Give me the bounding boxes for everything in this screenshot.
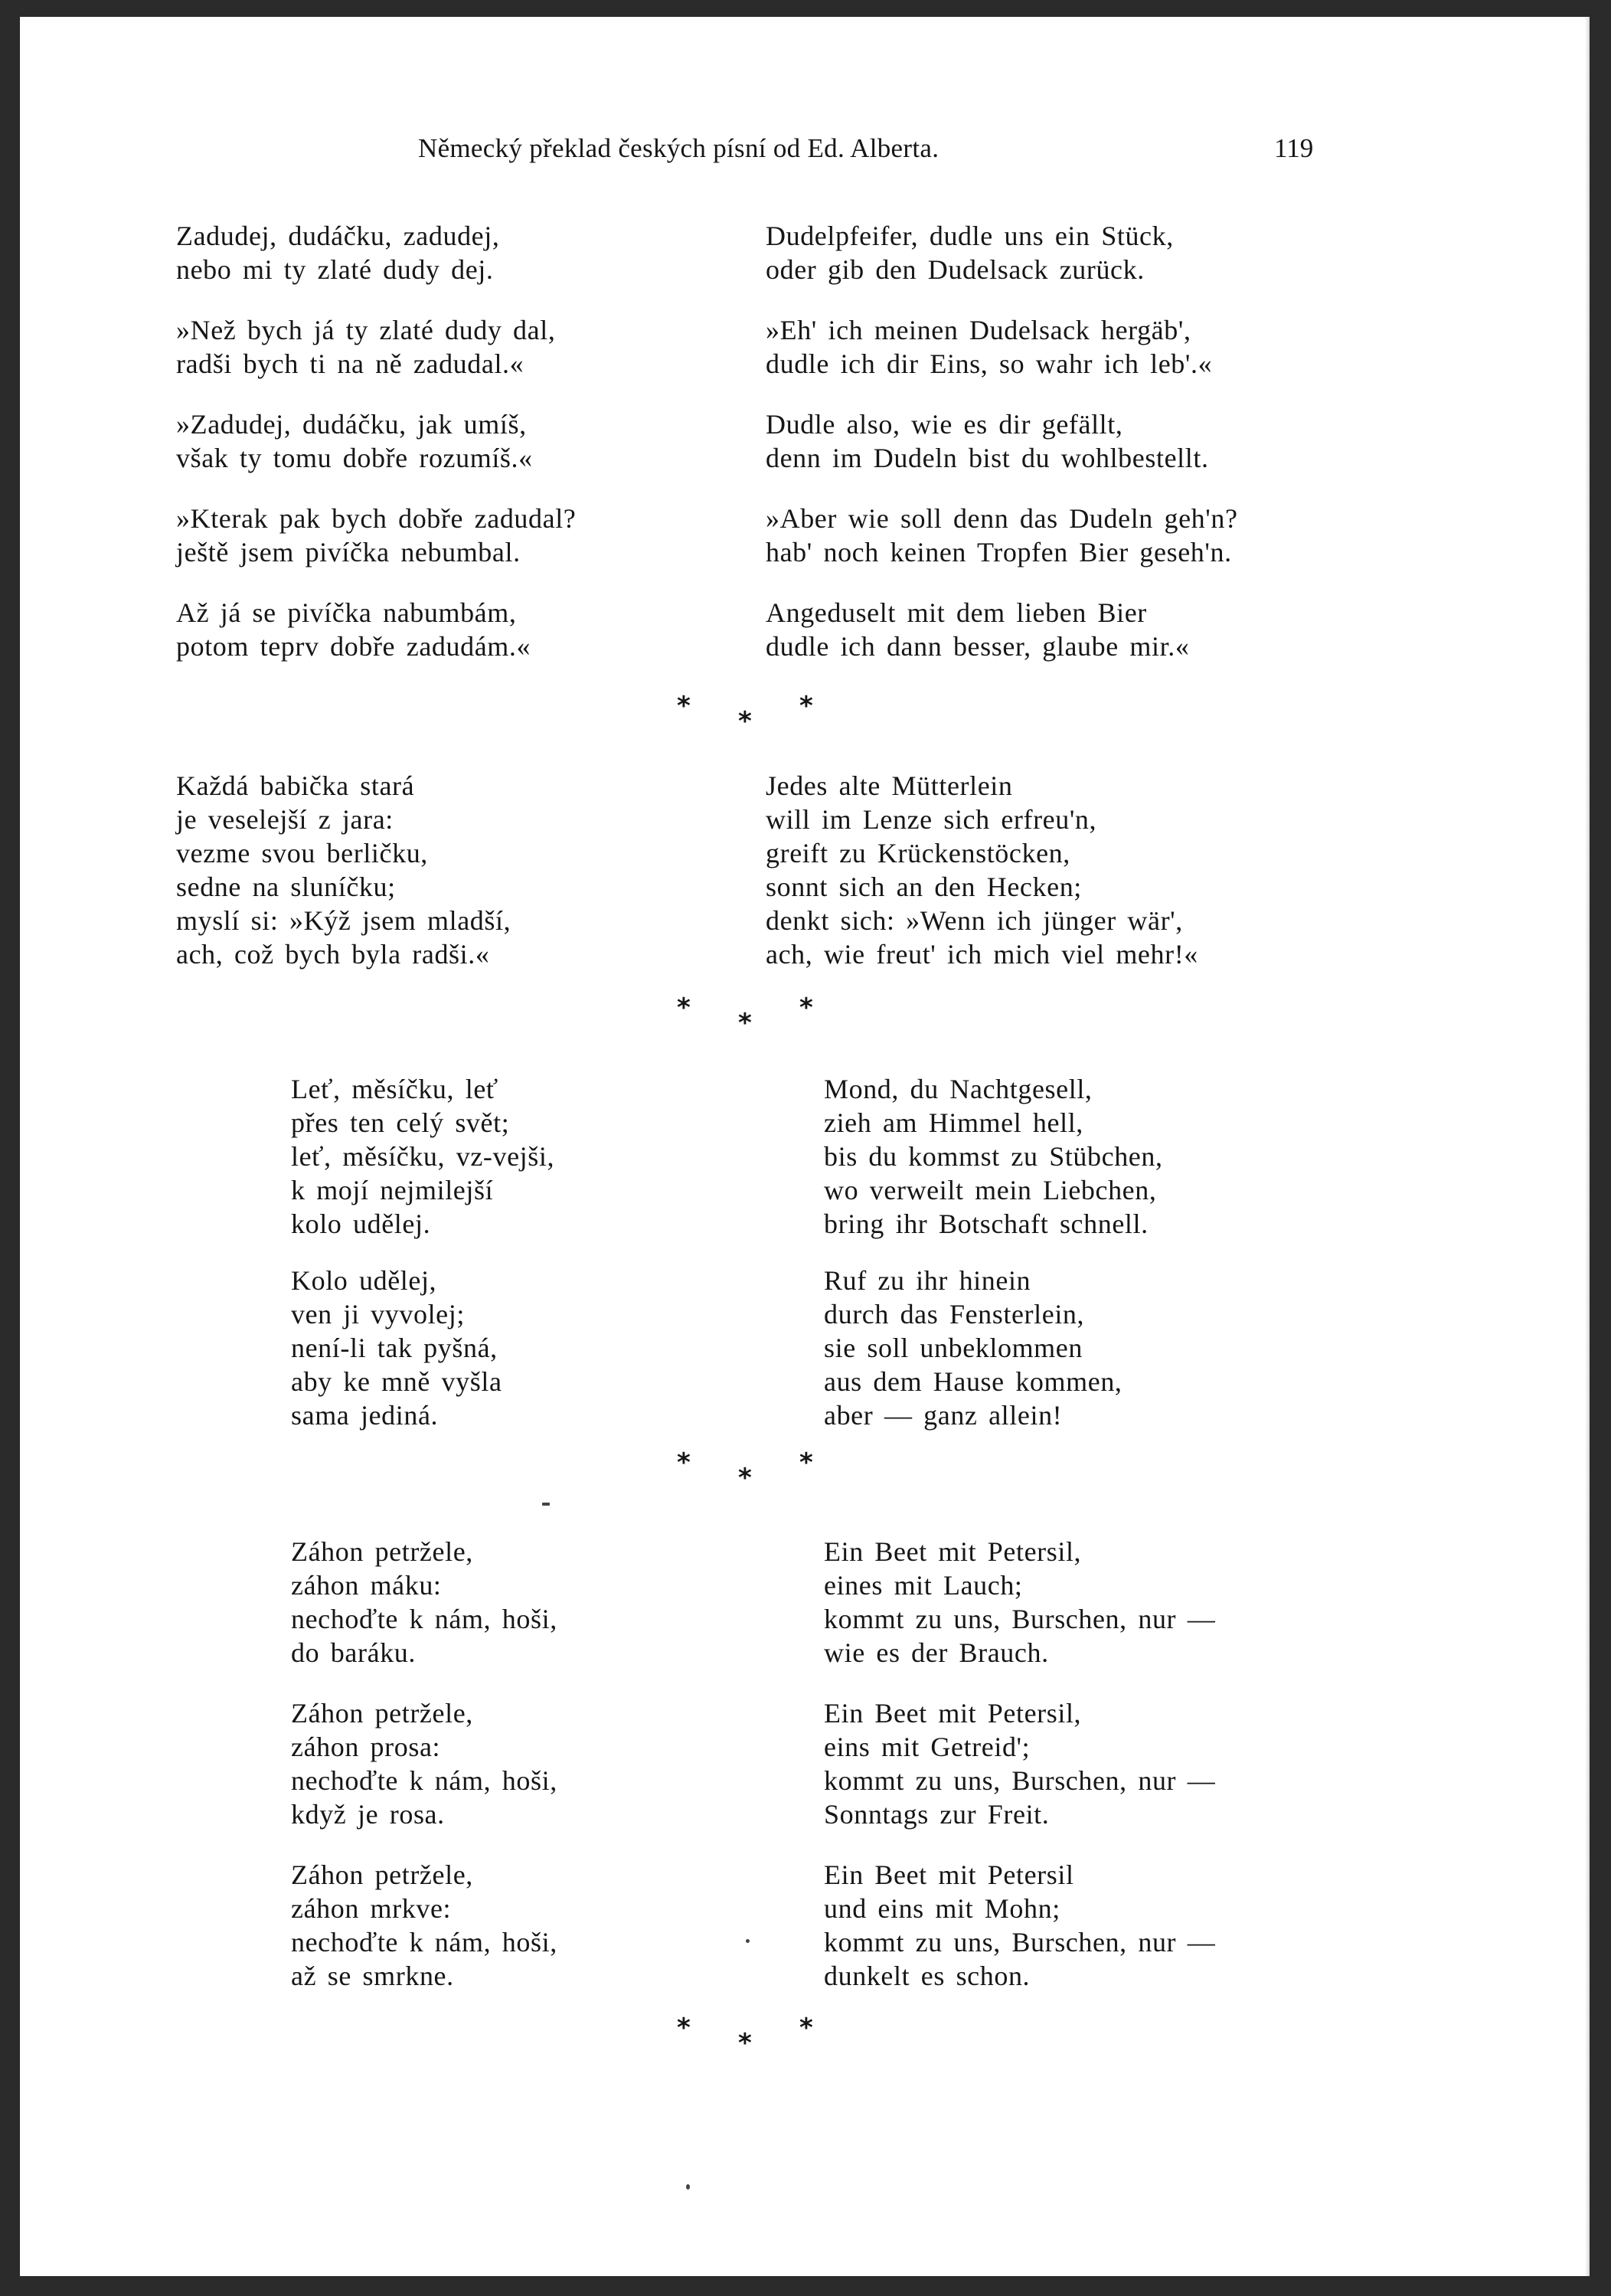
asterisk: * <box>677 1447 691 1478</box>
verse-line: kommt zu uns, Burschen, nur — <box>824 1765 1216 1796</box>
verse-line: Dudelpfeifer, dudle uns ein Stück, <box>766 221 1174 251</box>
asterisk: * <box>799 2013 813 2043</box>
verse-line: dunkelt es schon. <box>824 1961 1031 1991</box>
verse-line: Mond, du Nachtgesell, <box>824 1074 1093 1104</box>
verse-line: radši bych ti na ně zadudal.« <box>176 348 524 379</box>
verse-line: Jedes alte Mütterlein <box>766 770 1013 801</box>
verse-line: oder gib den Dudelsack zurück. <box>766 254 1145 285</box>
verse-line: hab' noch keinen Tropfen Bier geseh'n. <box>766 537 1232 567</box>
verse-line: zieh am Himmel hell, <box>824 1107 1083 1138</box>
german-stanza <box>766 769 1198 971</box>
german-stanza <box>824 1072 1163 1241</box>
verse-line: »Eh' ich meinen Dudelsack hergäb', <box>766 315 1191 345</box>
asterisk: * <box>738 1008 752 1038</box>
verse-line: myslí si: »Kýž jsem mladší, <box>176 905 511 936</box>
verse-line: záhon mrkve: <box>291 1893 452 1924</box>
verse-line: Každá babička stará <box>176 770 415 801</box>
czech-stanza <box>176 313 555 381</box>
verse-line: sonnt sich an den Hecken; <box>766 872 1082 902</box>
verse-line: dudle ich dann besser, glaube mir.« <box>766 631 1190 662</box>
asterisk: * <box>677 2013 691 2043</box>
czech-stanza <box>291 1696 557 1831</box>
verse-line: Záhon petržele, <box>291 1698 473 1729</box>
german-stanza <box>824 1858 1215 1993</box>
verse-line: Angeduselt mit dem lieben Bier <box>766 597 1147 628</box>
verse-line: wo verweilt mein Liebchen, <box>824 1175 1157 1205</box>
verse-line: Záhon petržele, <box>291 1536 473 1567</box>
german-stanza <box>766 502 1238 569</box>
verse-line: sie soll unbeklommen <box>824 1333 1083 1363</box>
book-page <box>20 17 1590 2276</box>
verse-line: není-li tak pyšná, <box>291 1333 498 1363</box>
verse-line: záhon máku: <box>291 1570 442 1601</box>
czech-stanza <box>176 769 511 971</box>
running-header-title: Německý překlad českých písní od Ed. Alberta. <box>418 133 939 163</box>
verse-line: eins mit Getreid'; <box>824 1732 1031 1762</box>
verse-line: sama jediná. <box>291 1400 439 1431</box>
verse-line: nechoďte k nám, hoši, <box>291 1765 557 1796</box>
verse-line: nechoďte k nám, hoši, <box>291 1604 557 1634</box>
verse-line: Záhon petržele, <box>291 1859 473 1890</box>
czech-stanza <box>176 502 576 569</box>
verse-line: nebo mi ty zlaté dudy dej. <box>176 254 494 285</box>
asterisk: * <box>677 691 691 721</box>
verse-line: ach, wie freut' ich mich viel mehr!« <box>766 939 1198 970</box>
verse-line: bring ihr Botschaft schnell. <box>824 1209 1149 1239</box>
page-number: 119 <box>1274 133 1314 163</box>
german-stanza <box>824 1535 1215 1670</box>
asterisk: * <box>677 993 691 1023</box>
verse-line: Zadudej, dudáčku, zadudej, <box>176 221 500 251</box>
verse-line: und eins mit Mohn; <box>824 1893 1060 1924</box>
verse-line: sedne na sluníčku; <box>176 872 396 902</box>
verse-line: wie es der Brauch. <box>824 1637 1049 1668</box>
verse-line: leť, měsíčku, vz-vejši, <box>291 1141 555 1172</box>
print-speck <box>542 1503 550 1506</box>
czech-stanza <box>291 1072 554 1241</box>
czech-stanza <box>176 219 499 286</box>
verse-line: ach, což bych byla radši.« <box>176 939 490 970</box>
czech-stanza <box>176 407 533 475</box>
verse-line: Dudle also, wie es dir gefällt, <box>766 409 1123 440</box>
print-speck <box>686 2184 690 2190</box>
verse-line: k mojí nejmilejší <box>291 1175 494 1205</box>
verse-line: »Aber wie soll denn das Dudeln geh'n? <box>766 503 1238 534</box>
verse-line: přes ten celý svět; <box>291 1107 510 1138</box>
verse-line: však ty tomu dobře rozumíš.« <box>176 443 533 473</box>
verse-line: nechoďte k nám, hoši, <box>291 1927 557 1957</box>
verse-line: Ein Beet mit Petersil <box>824 1859 1074 1890</box>
verse-line: bis du kommst zu Stübchen, <box>824 1141 1163 1172</box>
verse-line: »Kterak pak bych dobře zadudal? <box>176 503 577 534</box>
asterism-separator <box>677 993 853 1046</box>
czech-stanza <box>291 1264 502 1432</box>
asterism-separator <box>677 1447 853 1501</box>
verse-line: eines mit Lauch; <box>824 1570 1023 1601</box>
verse-line: Ein Beet mit Petersil, <box>824 1698 1082 1729</box>
verse-line: denkt sich: »Wenn ich jünger wär', <box>766 905 1183 936</box>
verse-line: kolo udělej. <box>291 1209 431 1239</box>
verse-line: aby ke mně vyšla <box>291 1366 502 1397</box>
verse-line: »Než bych já ty zlaté dudy dal, <box>176 315 556 345</box>
verse-line: aus dem Hause kommen, <box>824 1366 1122 1397</box>
verse-line: potom teprv dobře zadudám.« <box>176 631 531 662</box>
german-stanza <box>766 313 1212 381</box>
verse-line: aber — ganz allein! <box>824 1400 1063 1431</box>
verse-line: do baráku. <box>291 1637 416 1668</box>
verse-line: ještě jsem pivíčka nebumbal. <box>176 537 521 567</box>
german-stanza <box>766 407 1209 475</box>
german-stanza <box>766 219 1174 286</box>
verse-line: je veselejší z jara: <box>176 804 394 835</box>
german-stanza <box>824 1264 1122 1432</box>
verse-line: až se smrkne. <box>291 1961 454 1991</box>
czech-stanza <box>176 596 531 663</box>
verse-line: Leť, měsíčku, leť <box>291 1074 498 1104</box>
verse-line: vezme svou berličku, <box>176 838 428 868</box>
verse-line: záhon prosa: <box>291 1732 441 1762</box>
print-speck <box>746 1939 750 1943</box>
german-stanza <box>766 596 1189 663</box>
verse-line: Ein Beet mit Petersil, <box>824 1536 1082 1567</box>
page-edge-shadow <box>1585 17 1590 2276</box>
verse-line: Kolo udělej, <box>291 1265 437 1296</box>
verse-line: kommt zu uns, Burschen, nur — <box>824 1604 1216 1634</box>
asterism-separator <box>677 691 853 744</box>
verse-line: ven ji vyvolej; <box>291 1299 465 1330</box>
czech-stanza <box>291 1535 557 1670</box>
verse-line: durch das Fensterlein, <box>824 1299 1085 1330</box>
verse-line: dudle ich dir Eins, so wahr ich leb'.« <box>766 348 1213 379</box>
verse-line: Sonntags zur Freit. <box>824 1799 1050 1830</box>
verse-line: greift zu Krückenstöcken, <box>766 838 1070 868</box>
asterism-separator <box>677 2013 853 2066</box>
german-stanza <box>824 1696 1215 1831</box>
asterisk: * <box>738 1463 752 1493</box>
verse-line: »Zadudej, dudáčku, jak umíš, <box>176 409 527 440</box>
verse-line: denn im Dudeln bist du wohlbestellt. <box>766 443 1209 473</box>
verse-line: will im Lenze sich erfreu'n, <box>766 804 1097 835</box>
verse-line: Až já se pivíčka nabumbám, <box>176 597 517 628</box>
asterisk: * <box>799 691 813 721</box>
verse-line: kommt zu uns, Burschen, nur — <box>824 1927 1216 1957</box>
verse-line: Ruf zu ihr hinein <box>824 1265 1031 1296</box>
czech-stanza <box>291 1858 557 1993</box>
verse-line: když je rosa. <box>291 1799 445 1830</box>
asterisk: * <box>738 2028 752 2059</box>
asterisk: * <box>799 1447 813 1478</box>
asterisk: * <box>738 706 752 737</box>
asterisk: * <box>799 993 813 1023</box>
